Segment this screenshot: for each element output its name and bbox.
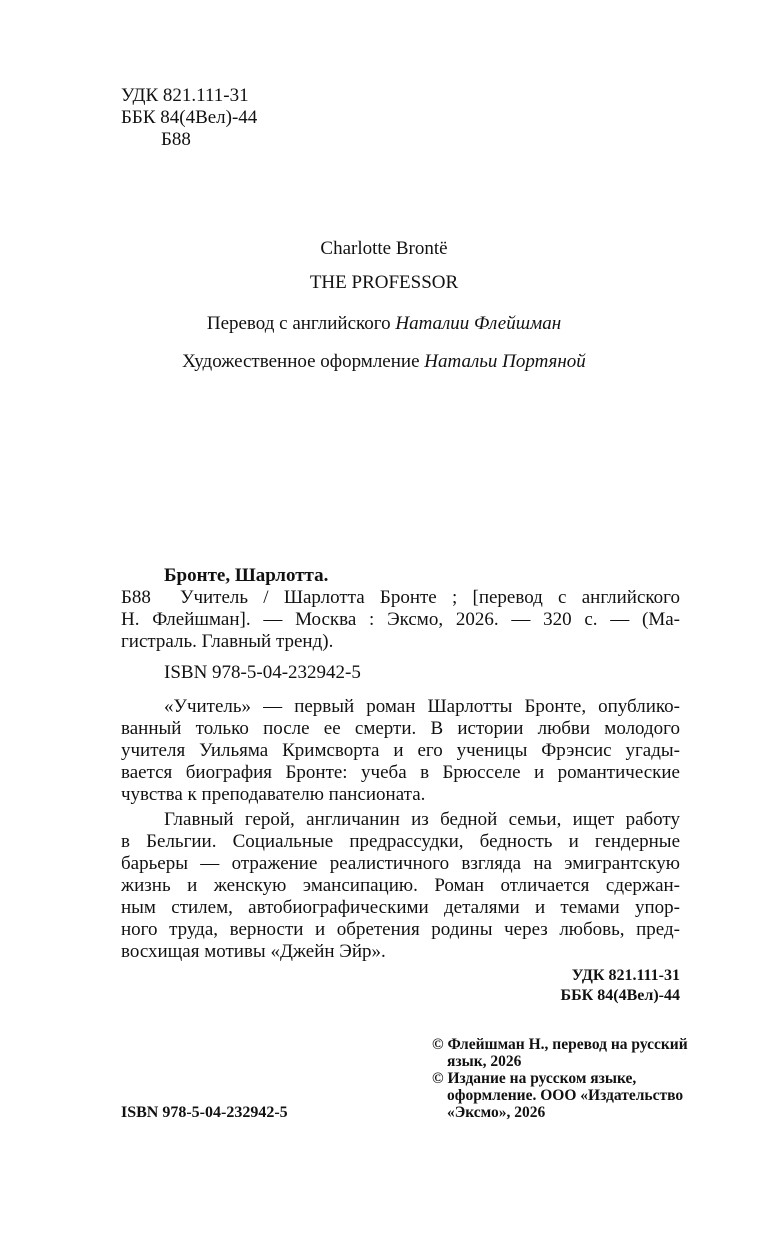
annotation-line: в Бельгии. Социальные предрассудки, бедность и гендерные [121,831,680,852]
copyright-line: «Эксмо», 2026 [447,1104,546,1121]
header-cipher: Б88 [161,129,191,150]
annotation-line: ванный только после ее смерти. В истории любви молодого [121,718,680,739]
translation-prefix: Перевод с английского [206,313,396,334]
author-en: Charlotte Brontë [320,238,448,259]
design-credit [0,351,768,373]
catalog-entry-line: гистраль. Главный тренд). [121,631,334,652]
classification-bbk: ББК 84(4Вел)-44 [560,987,680,1004]
annotation-line: ным стилем, автобиографическими деталями и темами упор- [121,897,680,918]
translation-credit [0,313,768,335]
annotation-line: вается биография Бронте: учеба в Брюсселе и романтические [121,762,680,783]
annotation-line: жизнь и женскую эмансипацию. Роман отличается сдержан- [121,875,680,896]
annotation-line: чувства к преподавателю пансионата. [121,784,426,805]
annotation-line: восхищая мотивы «Джейн Эйр». [121,941,386,962]
annotation-line: ного труда, верности и обретения родины через любовь, пред- [121,919,680,940]
catalog-entry-line: Н. Флейшман]. — Москва : Эксмо, 2026. — 320 с. — (Ма- [121,609,680,630]
classification-udk: УДК 821.111-31 [571,967,680,984]
catalog-isbn: ISBN 978-5-04-232942-5 [164,662,361,683]
copyright-line: оформление. ООО «Издательство [447,1087,684,1104]
design-prefix: Художественное оформление [182,351,425,372]
catalog-author-heading: Бронте, Шарлотта. [164,565,329,586]
annotation-line: учителя Уильяма Кримсворта и его ученицы Фрэнсис угады- [121,740,680,761]
copyright-line: язык, 2026 [447,1053,522,1070]
copyright-line: © Издание на русском языке, [432,1070,637,1087]
translator-name: Наталии Флейшман [395,313,562,334]
header-bbk: ББК 84(4Вел)-44 [121,107,258,128]
catalog-entry-line: Учитель / Шарлотта Бронте ; [перевод с английского [180,587,680,608]
footer-isbn: ISBN 978-5-04-232942-5 [121,1104,288,1121]
catalog-cipher: Б88 [121,587,151,608]
annotation-line: Главный герой, англичанин из бедной семьи, ищет работу [164,809,680,830]
copyright-line: © Флейшман Н., перевод на русский [432,1036,688,1053]
title-en: THE PROFESSOR [309,272,459,293]
annotation-line: барьеры — отражение реалистичного взгляда на эмигрантскую [121,853,680,874]
header-udk: УДК 821.111-31 [121,85,249,106]
designer-name: Натальи Портяной [424,351,586,372]
annotation-line: «Учитель» — первый роман Шарлотты Бронте, опублико- [164,696,680,717]
